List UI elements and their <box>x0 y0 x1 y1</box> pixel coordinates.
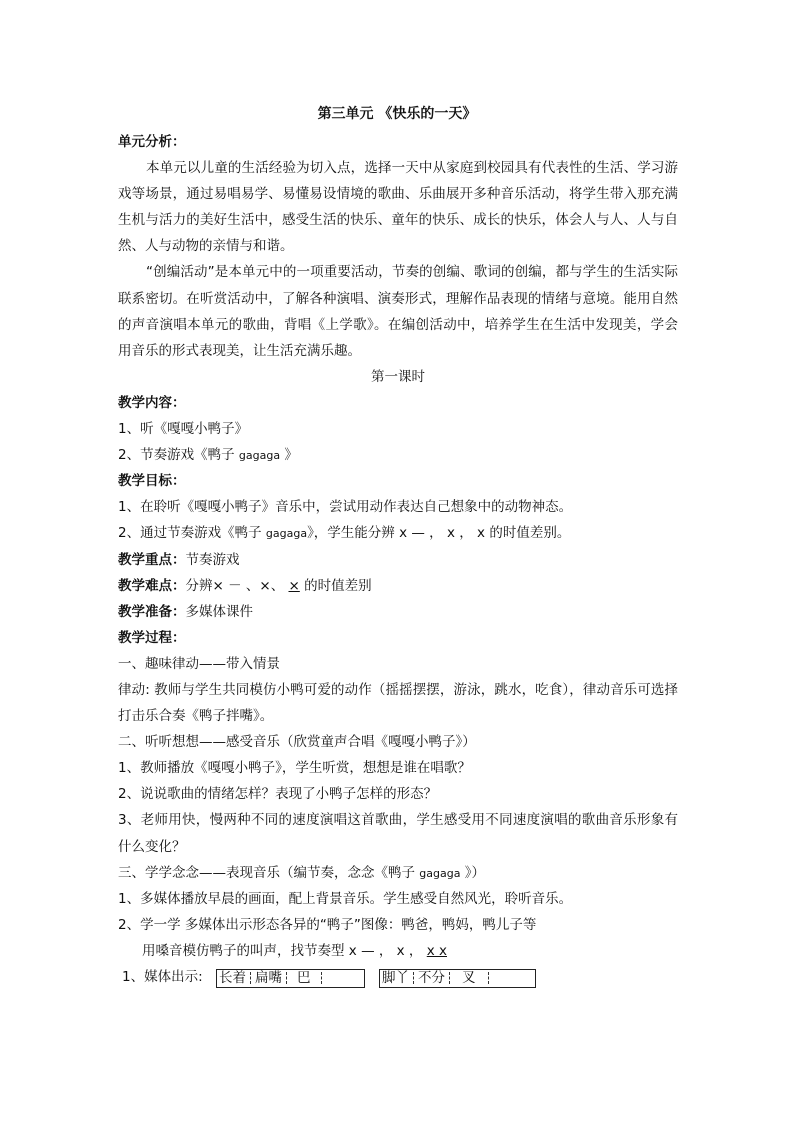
rhythm-box-1 <box>216 969 365 988</box>
goals-item-2-end: 》，学生能分辨 x — ， x ， x 的时值差别。 <box>307 525 571 542</box>
goals-item-2-text: 2、通过节奏游戏《鸭子 <box>118 525 266 542</box>
process-section-2-item-3: 3、老师用快，慢两种不同的速度演唱这首歌曲，学生感受用不同速度演唱的歌曲音乐形象有什么变化？ <box>118 812 678 855</box>
dashed-divider <box>449 972 450 984</box>
process-section-3-title-text: 三、学学念念——表现音乐（编节奏，念念《鸭子 <box>118 864 420 881</box>
analysis-paragraph-1: 本单元以儿童的生活经验为切入点，选择一天中从家庭到校园具有代表性的生活、学习游戏等场景，通过易唱易学、易懂易设情境的歌曲、乐曲展开多种音乐活动，将学生带入那充满生机与活力的美好生活中，感受生活的快乐、童年的快乐、成长的快乐，体会人与人、人与自然、人与动物的亲情与和谐。 <box>118 160 678 255</box>
key-point-line <box>118 547 678 573</box>
process-section-2-item-1: 1、教师播放《嘎嘎小鸭子》，学生听赏，想想是谁在唱歌？ <box>118 760 471 777</box>
key-point-text: 节奏游戏 <box>185 551 240 568</box>
process-section-3-item-1: 1、多媒体播放早晨的画面，配上背景音乐。学生感受自然风光，聆听音乐。 <box>118 890 573 907</box>
content-item-2-text: 2、节奏游戏《鸭子 <box>118 447 239 464</box>
content-item-2-end: 》 <box>280 447 298 464</box>
lesson-label: 第一课时 <box>371 368 425 385</box>
difficulty-text: 分辨× － 、×、 <box>185 577 289 594</box>
prep-line <box>118 599 678 625</box>
rhythm-box-2 <box>379 969 536 988</box>
process-section-3-gagaga: gagaga <box>419 866 461 880</box>
goals-heading: 教学目标： <box>118 473 186 490</box>
media-display-row <box>118 964 678 990</box>
process-section-3-title-end: 》） <box>460 864 486 881</box>
rhythm-box-1-word-1: 长着 <box>219 970 246 986</box>
key-point-heading: 教学重点： <box>118 551 186 568</box>
dashed-divider <box>488 972 489 984</box>
process-section-1-text: 律动: 教师与学生共同模仿小鸭可爱的动作（摇摇摆摆，游泳，跳水，吃食），律动音乐可选择打击乐合奏《鸭子拌嘴》。 <box>118 681 678 725</box>
process-section-3-underlined-rhythm: x x <box>426 942 448 959</box>
process-heading: 教学过程： <box>118 629 186 646</box>
process-section-3-item-3 <box>118 938 678 964</box>
process-section-2-title: 二、听听想想——感受音乐（欣赏童声合唱《嘎嘎小鸭子》） <box>118 734 476 751</box>
document-body <box>118 129 678 990</box>
process-section-3-title <box>118 860 678 886</box>
dashed-divider <box>250 972 251 984</box>
rhythm-box-1-word-3: 巴 <box>297 970 311 986</box>
dashed-divider <box>286 972 287 984</box>
analysis-paragraph-2: “创编活动”是本单元中的一项重要活动，节奏的创编、歌词的创编，都与学生的生活实际联系密切。在听赏活动中，了解各种演唱、演奏形式，理解作品表现的情绪与意境。能用自然的声音演唱本单元的歌曲，背唱《上学歌》。在编创活动中，培养学生在生活中发现美，学会用音乐的形式表现美，让生活充满乐趣。 <box>118 264 678 359</box>
goals-item-1: 1、在聆听《嘎嘎小鸭子》音乐中，尝试用动作表达自己想象中的动物神态。 <box>118 499 573 516</box>
goals-item-2-gagaga: gagaga <box>265 527 308 541</box>
prep-text: 多媒体课件 <box>185 603 253 620</box>
content-item-1: 1、听《嘎嘎小鸭子》 <box>118 421 249 438</box>
difficulty-text-end: 的时值差别 <box>299 577 372 594</box>
process-section-3-item-3-text: 用嗓音模仿鸭子的叫声，找节奏型 x — ， x ， <box>142 942 427 959</box>
content-item-2-gagaga: gagaga <box>238 449 281 463</box>
prep-heading: 教学准备： <box>118 603 186 620</box>
content-heading: 教学内容： <box>118 394 186 411</box>
process-section-1-title: 一、趣味律动——带入情景 <box>118 655 280 672</box>
dashed-divider <box>413 972 414 984</box>
process-section-2-item-2: 2、说说歌曲的情绪怎样？表现了小鸭子怎样的形态？ <box>118 786 438 803</box>
rhythm-box-2-word-1: 脚丫 <box>382 970 409 986</box>
media-display-label: 1、媒体出示: <box>122 969 203 985</box>
dashed-divider <box>321 972 322 984</box>
goals-item-2 <box>118 520 678 546</box>
content-item-2 <box>118 442 678 468</box>
rhythm-box-2-word-3: 叉 <box>462 970 476 986</box>
page-title: 第三单元 《快乐的一天》 <box>317 106 477 122</box>
rhythm-box-2-word-2: 不分 <box>418 970 445 986</box>
analysis-heading: 单元分析： <box>118 134 186 150</box>
rhythm-box-1-word-2: 扁嘴 <box>255 970 282 986</box>
difficulty-line <box>118 573 678 599</box>
process-section-3-item-2: 2、学一学 多媒体出示形态各异的“鸭子”图像：鸭爸，鸭妈，鸭儿子等 <box>118 916 537 933</box>
difficulty-underlined-note: × <box>288 577 300 594</box>
difficulty-heading: 教学难点： <box>118 577 186 594</box>
